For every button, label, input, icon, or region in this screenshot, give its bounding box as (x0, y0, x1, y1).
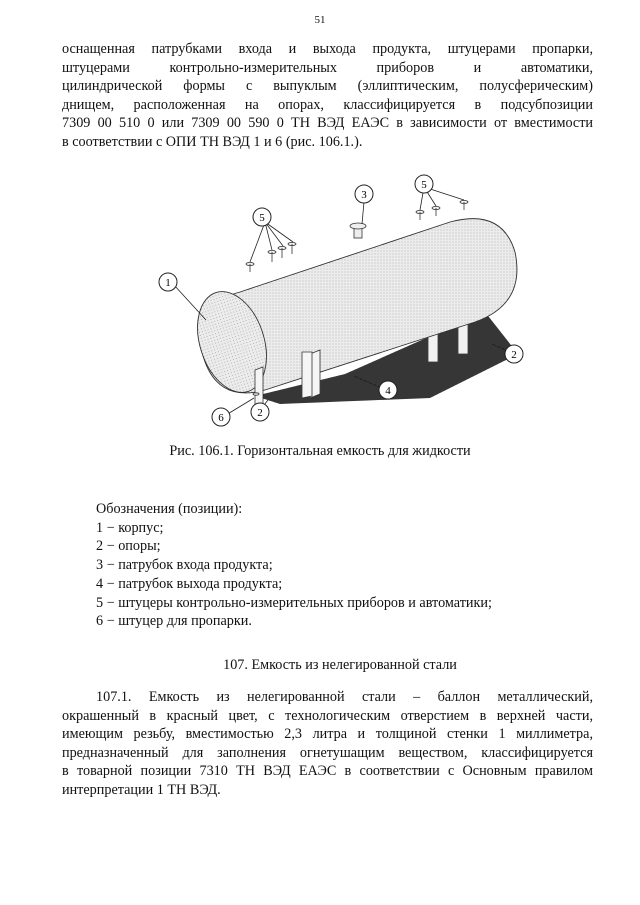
page-number: 51 (314, 14, 326, 26)
text-line: цилиндрической формы с выпуклым (эллиптическим, полусферическим) (62, 78, 593, 95)
text-line: 107.1. Емкость из нелегированной стали – баллон металлический, (96, 689, 593, 705)
callout-1 (159, 273, 177, 291)
callout-5a (253, 208, 271, 226)
legend-title: Обозначения (позиции): (96, 501, 243, 517)
callout-label: 2 (511, 349, 517, 361)
tank-illustration (140, 172, 540, 432)
text-line: днищем, расположенная на опорах, классифицируется в подсубпозиции (62, 96, 593, 113)
callout-label: 2 (257, 407, 263, 419)
callout-label: 5 (421, 179, 427, 191)
text-line: имеющим резьбу, вместимостью 2,3 литра и толщиной стенки 1 миллиметра, (62, 726, 593, 743)
callout-2b (505, 345, 523, 363)
intro-paragraph (62, 40, 593, 152)
callout-label: 3 (361, 189, 367, 201)
callout-label: 1 (165, 277, 171, 289)
callout-5b (415, 175, 433, 193)
text-line: в товарной позиции 7310 ТН ВЭД ЕАЭС в соответствии с Основным правилом (62, 763, 593, 780)
callout-label: 4 (385, 385, 391, 397)
section-paragraph (62, 688, 593, 800)
text-line: интерпретации 1 ТН ВЭД. (62, 781, 221, 798)
callout-3 (355, 185, 373, 203)
legend-item: 3 − патрубок входа продукта; (96, 557, 273, 574)
callout-label: 6 (218, 412, 224, 424)
callout-2a (251, 403, 269, 421)
text-line: оснащенная патрубками входа и выхода продукта, штуцерами пропарки, (62, 41, 593, 57)
legend-item: 2 − опоры; (96, 538, 161, 555)
callout-label: 5 (259, 212, 265, 224)
legend (96, 500, 492, 631)
legend-item: 5 − штуцеры контрольно-измерительных приборов и автоматики; (96, 594, 492, 611)
text-line: 7309 00 510 0 или 7309 00 590 0 ТН ВЭД ЕАЭС в зависимости от вместимости (62, 115, 593, 132)
legend-item: 4 − патрубок выхода продукта; (96, 575, 283, 592)
callout-4 (379, 381, 397, 399)
text-line: предназначенный для заполнения огнетушащим веществом, классифицируется (62, 744, 593, 761)
text-line: штуцерами контрольно-измерительных приборов и автоматики, (62, 59, 593, 76)
section-title: 107. Емкость из нелегированной стали (223, 657, 457, 673)
text-line: окрашенный в красный цвет, с технологическим отверстием в верхней части, (62, 707, 593, 724)
figure-caption: Рис. 106.1. Горизонтальная емкость для жидкости (169, 443, 471, 459)
legend-item: 1 − корпус; (96, 519, 164, 536)
text-line: в соответствии с ОПИ ТН ВЭД 1 и 6 (рис. 106.1.). (62, 133, 363, 150)
callout-6 (212, 408, 230, 426)
legend-item: 6 − штуцер для пропарки. (96, 613, 252, 630)
